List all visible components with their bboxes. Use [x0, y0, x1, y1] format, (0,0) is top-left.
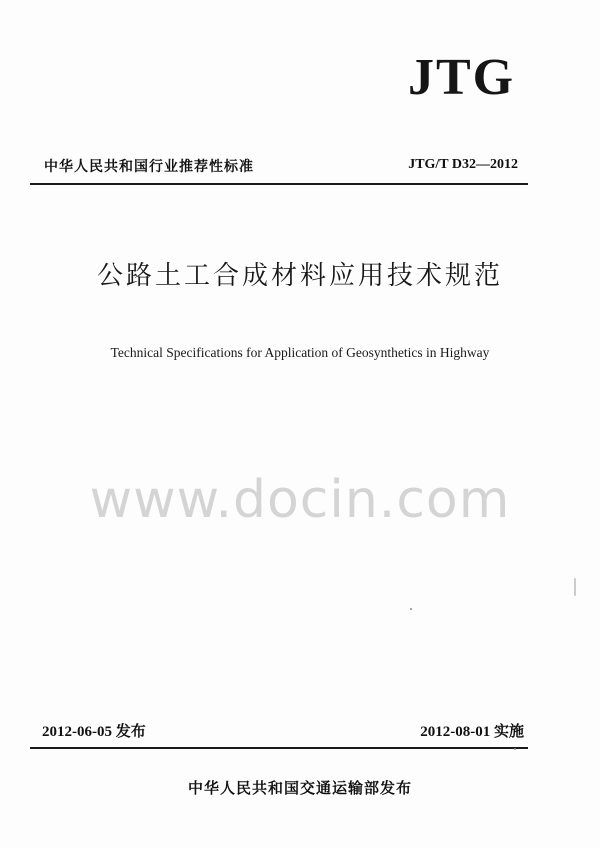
title-english: Technical Specifications for Application of Geosynthetics in Highway: [110, 345, 490, 360]
publisher: 中华人民共和国交通运输部发布: [187, 779, 412, 797]
header-row: [44, 156, 524, 178]
standard-number: JTG/T D32—2012: [408, 157, 518, 172]
release-date: 2012-06-05 发布: [42, 724, 146, 740]
watermark: www.docin.com: [89, 470, 511, 530]
scan-speck: [410, 608, 412, 610]
title-chinese: 公路土工合成材料应用技术规范: [96, 261, 503, 291]
standard-category: 中华人民共和国行业推荐性标准: [44, 159, 254, 175]
scan-speck: [514, 748, 516, 750]
date-row: [42, 720, 524, 742]
top-divider: [30, 183, 528, 185]
jtg-logo: JTG: [408, 49, 516, 106]
scan-speck: [574, 578, 576, 596]
bottom-divider: [30, 747, 528, 749]
effective-date: 2012-08-01 实施: [420, 724, 524, 740]
